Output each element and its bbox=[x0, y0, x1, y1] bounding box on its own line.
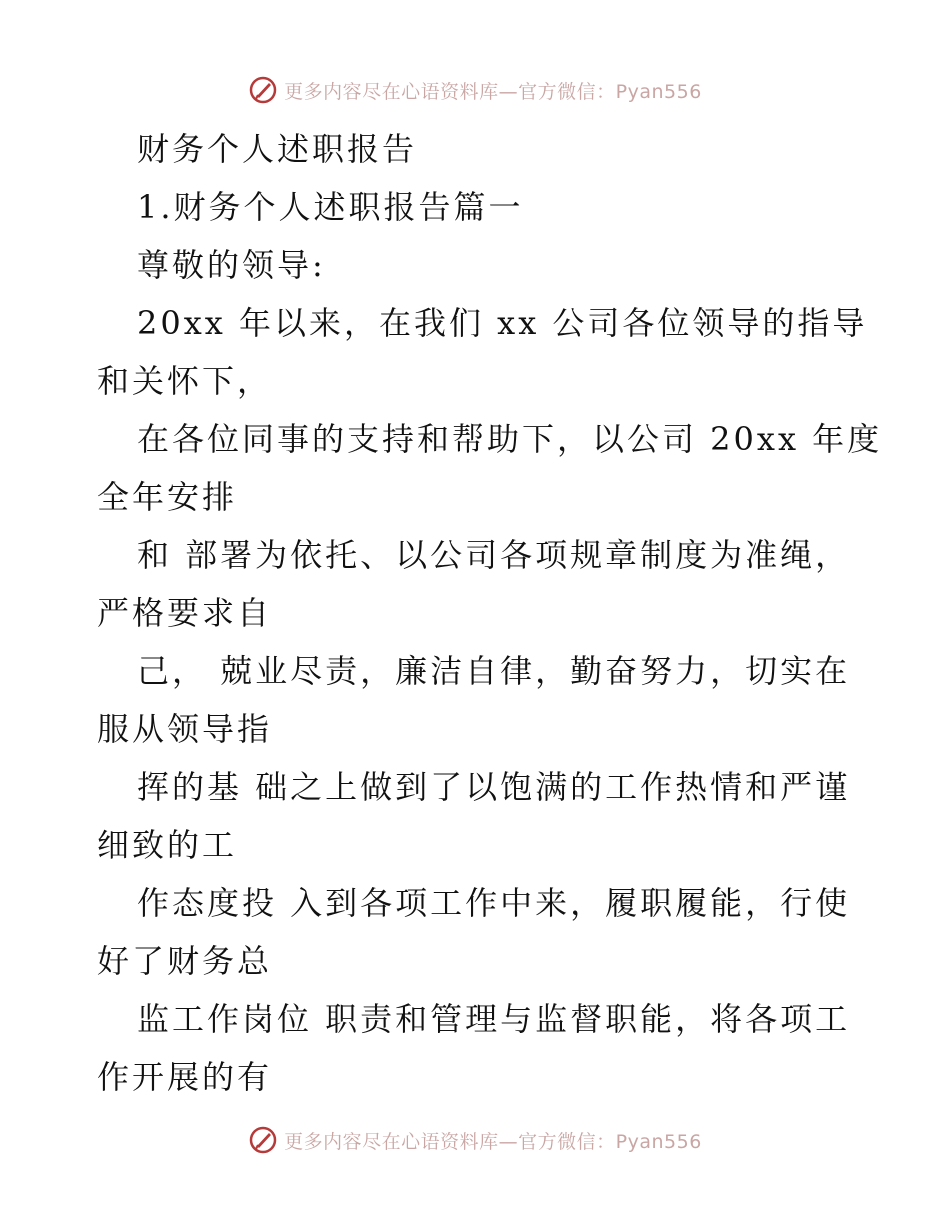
paragraph-line: 己， 兢业尽责，廉洁自律，勤奋努力，切实在 bbox=[137, 652, 851, 690]
header-banner-label: 更多内容尽在心语资料库—官方微信： bbox=[284, 80, 616, 103]
paragraph-line: 细致的工 bbox=[97, 826, 238, 864]
paragraph-line: 严格要求自 bbox=[97, 594, 273, 632]
document-title: 财务个人述职报告 bbox=[137, 130, 418, 168]
header-banner-text bbox=[284, 77, 702, 104]
document-body bbox=[97, 120, 883, 1106]
paragraph-line: 作态度投 入到各项工作中来，履职履能，行使 bbox=[137, 884, 851, 922]
footer-banner bbox=[0, 1120, 950, 1160]
section-heading: 1.财务个人述职报告篇一 bbox=[137, 188, 524, 226]
footer-banner-wechat: Pyan556 bbox=[615, 1130, 702, 1153]
paragraph-line: 在各位同事的支持和帮助下，以公司 20xx 年度 bbox=[137, 420, 883, 458]
quill-logo-icon bbox=[248, 75, 278, 105]
header-banner-wechat: Pyan556 bbox=[615, 80, 702, 103]
paragraph-line: 和关怀下， bbox=[97, 362, 273, 400]
paragraph-line: 监工作岗位 职责和管理与监督职能，将各项工 bbox=[137, 1000, 851, 1038]
paragraph-line: 服从领导指 bbox=[97, 710, 273, 748]
paragraph-line: 作开展的有 bbox=[97, 1058, 273, 1096]
footer-banner-text bbox=[284, 1127, 702, 1154]
salutation: 尊敬的领导: bbox=[137, 246, 326, 284]
header-banner bbox=[0, 70, 950, 110]
paragraph-line: 好了财务总 bbox=[97, 942, 273, 980]
paragraph-line: 和 部署为依托、以公司各项规章制度为准绳， bbox=[137, 536, 851, 574]
paragraph-line: 全年安排 bbox=[97, 478, 238, 516]
footer-banner-label: 更多内容尽在心语资料库—官方微信： bbox=[284, 1130, 616, 1153]
paragraph-line: 20xx 年以来，在我们 xx 公司各位领导的指导 bbox=[137, 304, 868, 342]
paragraph-line: 挥的基 础之上做到了以饱满的工作热情和严谨 bbox=[137, 768, 851, 806]
quill-logo-icon bbox=[248, 1125, 278, 1155]
